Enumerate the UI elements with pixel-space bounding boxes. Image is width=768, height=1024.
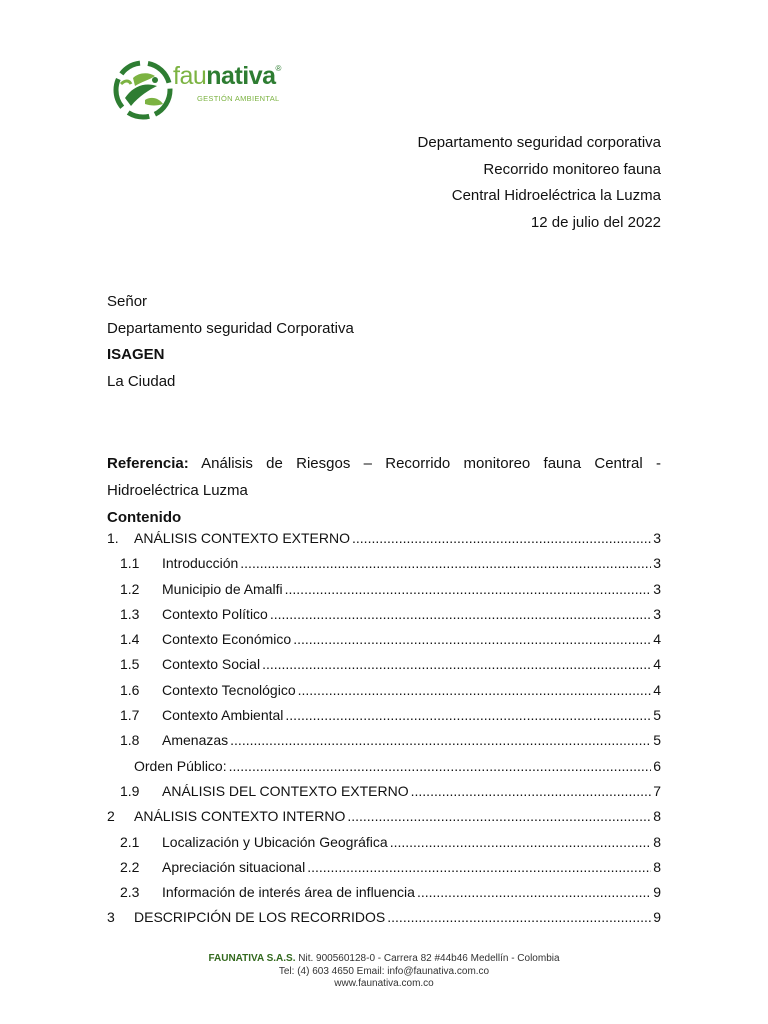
addressee-city: La Ciudad <box>107 372 176 390</box>
header-date: 12 de julio del 2022 <box>530 213 661 231</box>
header-line: Recorrido monitoreo fauna <box>483 160 661 178</box>
footer-website: www.faunativa.com.co <box>334 978 434 989</box>
toc-entry[interactable]: 2.1 Localización y Ubicación Geográfica ..... 8 <box>107 834 661 859</box>
footer-line-company <box>0 953 768 966</box>
toc-entry[interactable]: 1.2 Municipio de Amalfi ..... 3 <box>107 581 661 606</box>
reference-text: Análisis de Riesgos – Recorrido monitoreo fauna Central - Hidroeléctrica Luzma <box>107 455 662 499</box>
toc-entry[interactable]: 1.7 Contexto Ambiental ..... 5 <box>107 707 661 732</box>
toc-entry[interactable]: 2.2 Apreciación situacional ..... 8 <box>107 859 661 884</box>
faunativa-logo <box>111 58 291 122</box>
leaf-bird-emblem-icon <box>111 58 175 122</box>
toc-entry[interactable]: 1.8 Amenazas ..... 5 <box>107 732 661 757</box>
toc-entry[interactable]: 1.5 Contexto Social ..... 4 <box>107 656 661 681</box>
toc-entry[interactable]: 1. ANÁLISIS CONTEXTO EXTERNO ..... 3 <box>107 530 661 555</box>
toc-entry[interactable]: 1.4 Contexto Económico ..... 4 <box>107 631 661 656</box>
toc-entry[interactable]: 3 DESCRIPCIÓN DE LOS RECORRIDOS ..... 9 <box>107 909 661 934</box>
toc-entry[interactable]: 1.9 ANÁLISIS DEL CONTEXTO EXTERNO ..... 7 <box>107 783 661 808</box>
logo-subtitle: GESTIÓN AMBIENTAL <box>197 94 280 103</box>
logo-wordmark: faunativa® <box>173 62 281 90</box>
toc-title: Contenido <box>107 509 182 526</box>
toc-entry[interactable]: 1.3 Contexto Político ..... 3 <box>107 606 661 631</box>
addressee-block <box>107 289 354 395</box>
toc-entry[interactable]: 1.6 Contexto Tecnológico ..... 4 <box>107 682 661 707</box>
addressee-department: Departamento seguridad Corporativa <box>107 319 354 337</box>
salutation: Señor <box>107 293 148 310</box>
toc-entry[interactable]: 2 ANÁLISIS CONTEXTO INTERNO ..... 8 <box>107 808 661 833</box>
reference-label: Referencia: <box>107 455 189 472</box>
addressee-company: ISAGEN <box>107 346 165 363</box>
toc-entry[interactable]: 1.1 Introducción ..... 3 <box>107 555 661 580</box>
footer-nit-address: Nit. 900560128-0 - Carrera 82 #44b46 Medellín - Colombia <box>298 953 560 964</box>
letter-header <box>418 130 661 236</box>
table-of-contents <box>107 530 661 935</box>
header-line: Departamento seguridad corporativa <box>417 134 661 151</box>
page-footer <box>0 953 768 991</box>
toc-entry[interactable]: Orden Público: ..... 6 <box>107 758 661 783</box>
footer-contact: Tel: (4) 603 4650 Email: info@faunativa.com.co <box>278 965 490 977</box>
reference-paragraph <box>107 450 661 504</box>
footer-company: FAUNATIVA S.A.S. <box>208 953 296 964</box>
header-line: Central Hidroeléctrica la Luzma <box>451 187 661 204</box>
toc-entry[interactable]: 2.3 Información de interés área de influencia ..... 9 <box>107 884 661 909</box>
